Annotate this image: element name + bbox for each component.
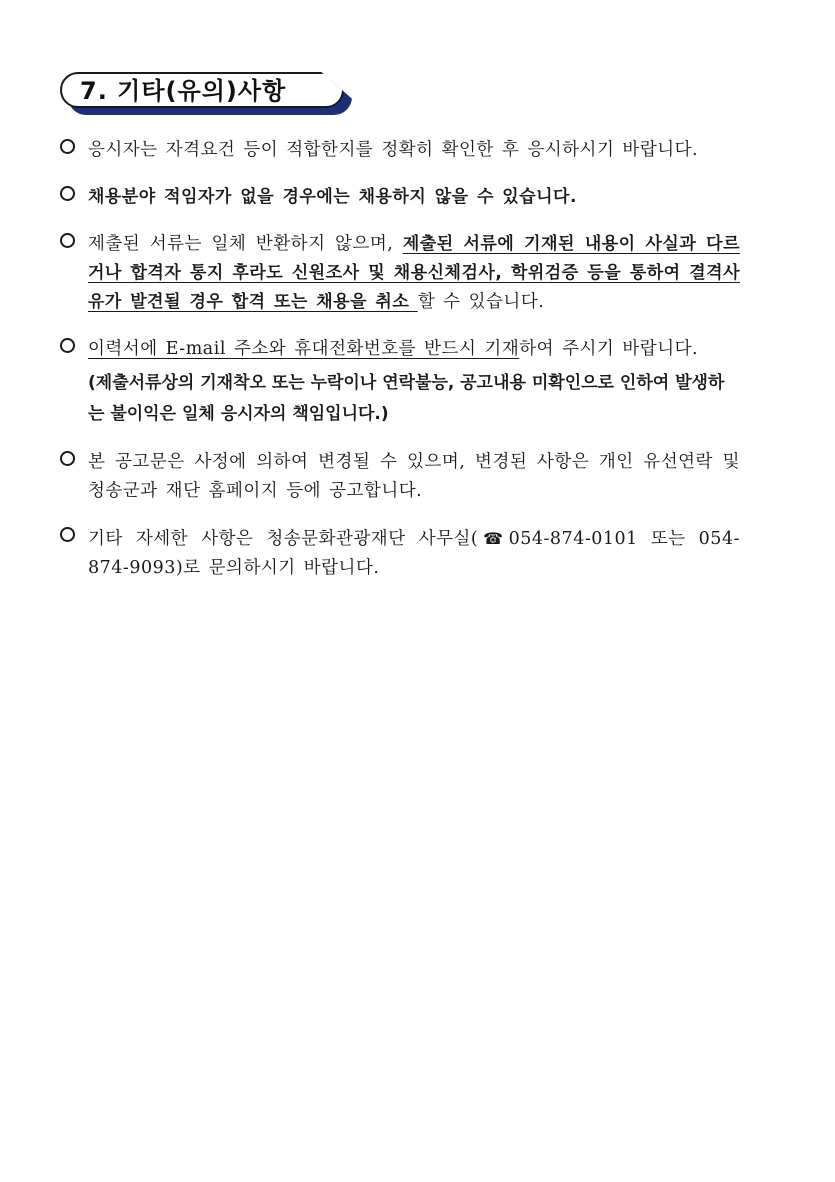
list-item — [60, 136, 740, 165]
list-item — [60, 524, 740, 583]
item-text-before: 기타 자세한 사항은 청송문화관광재단 사무실( — [88, 529, 479, 549]
section-heading — [58, 72, 358, 118]
item-text-after: 054-874-0101 또는 054-874-9093)로 문의하시기 바랍니다. — [88, 529, 740, 578]
list-item — [60, 183, 740, 212]
item-text: 채용분야 적임자가 없을 경우에는 채용하지 않을 수 있습니다. — [88, 187, 577, 207]
circle-bullet-icon — [60, 527, 75, 542]
item-text — [88, 335, 740, 364]
circle-bullet-icon — [60, 186, 75, 201]
item-text-plain: 제출된 서류는 일체 반환하지 않으며, — [88, 234, 403, 254]
notice-list — [60, 136, 740, 601]
item-text: 본 공고문은 사정에 의하여 변경될 수 있으며, 변경된 사항은 개인 유선연락 및 청송군과 재단 홈페이지 등에 공고합니다. — [88, 452, 740, 501]
item-text-underlined: 이력서에 E-mail 주소와 휴대전화번호를 반드시 기재 — [88, 339, 520, 359]
section-title: 7. 기타(유의)사항 — [80, 77, 287, 105]
item-text — [88, 524, 740, 583]
item-text: 응시자는 자격요건 등이 적합한지를 정확히 확인한 후 응시하시기 바랍니다. — [88, 140, 699, 160]
item-text-tail: 할 수 있습니다. — [417, 292, 545, 312]
circle-bullet-icon — [60, 233, 75, 248]
circle-bullet-icon — [60, 451, 75, 466]
circle-bullet-icon — [60, 139, 75, 154]
item-text — [88, 230, 740, 317]
phone-icon: ☎ — [478, 529, 509, 548]
item-text-emphasis: 제출된 서류에 기재된 내용이 사실과 다르거나 합격자 통지 후라도 신원조사 및 채용신체검사, 학위검증 등을 통하여 결격사유가 발견될 경우 합격 또는 채용을 취소 — [88, 234, 740, 312]
circle-bullet-icon — [60, 338, 75, 353]
item-text-tail: 하여 주시기 바랍니다. — [519, 339, 699, 359]
list-item — [60, 230, 740, 317]
list-item — [60, 448, 740, 506]
list-item — [60, 335, 740, 430]
item-note: (제출서류상의 기재착오 또는 누락이나 연락불능, 공고내용 미확인으로 인하여 발생하는 불이익은 일체 응시자의 책임입니다.) — [88, 373, 725, 424]
